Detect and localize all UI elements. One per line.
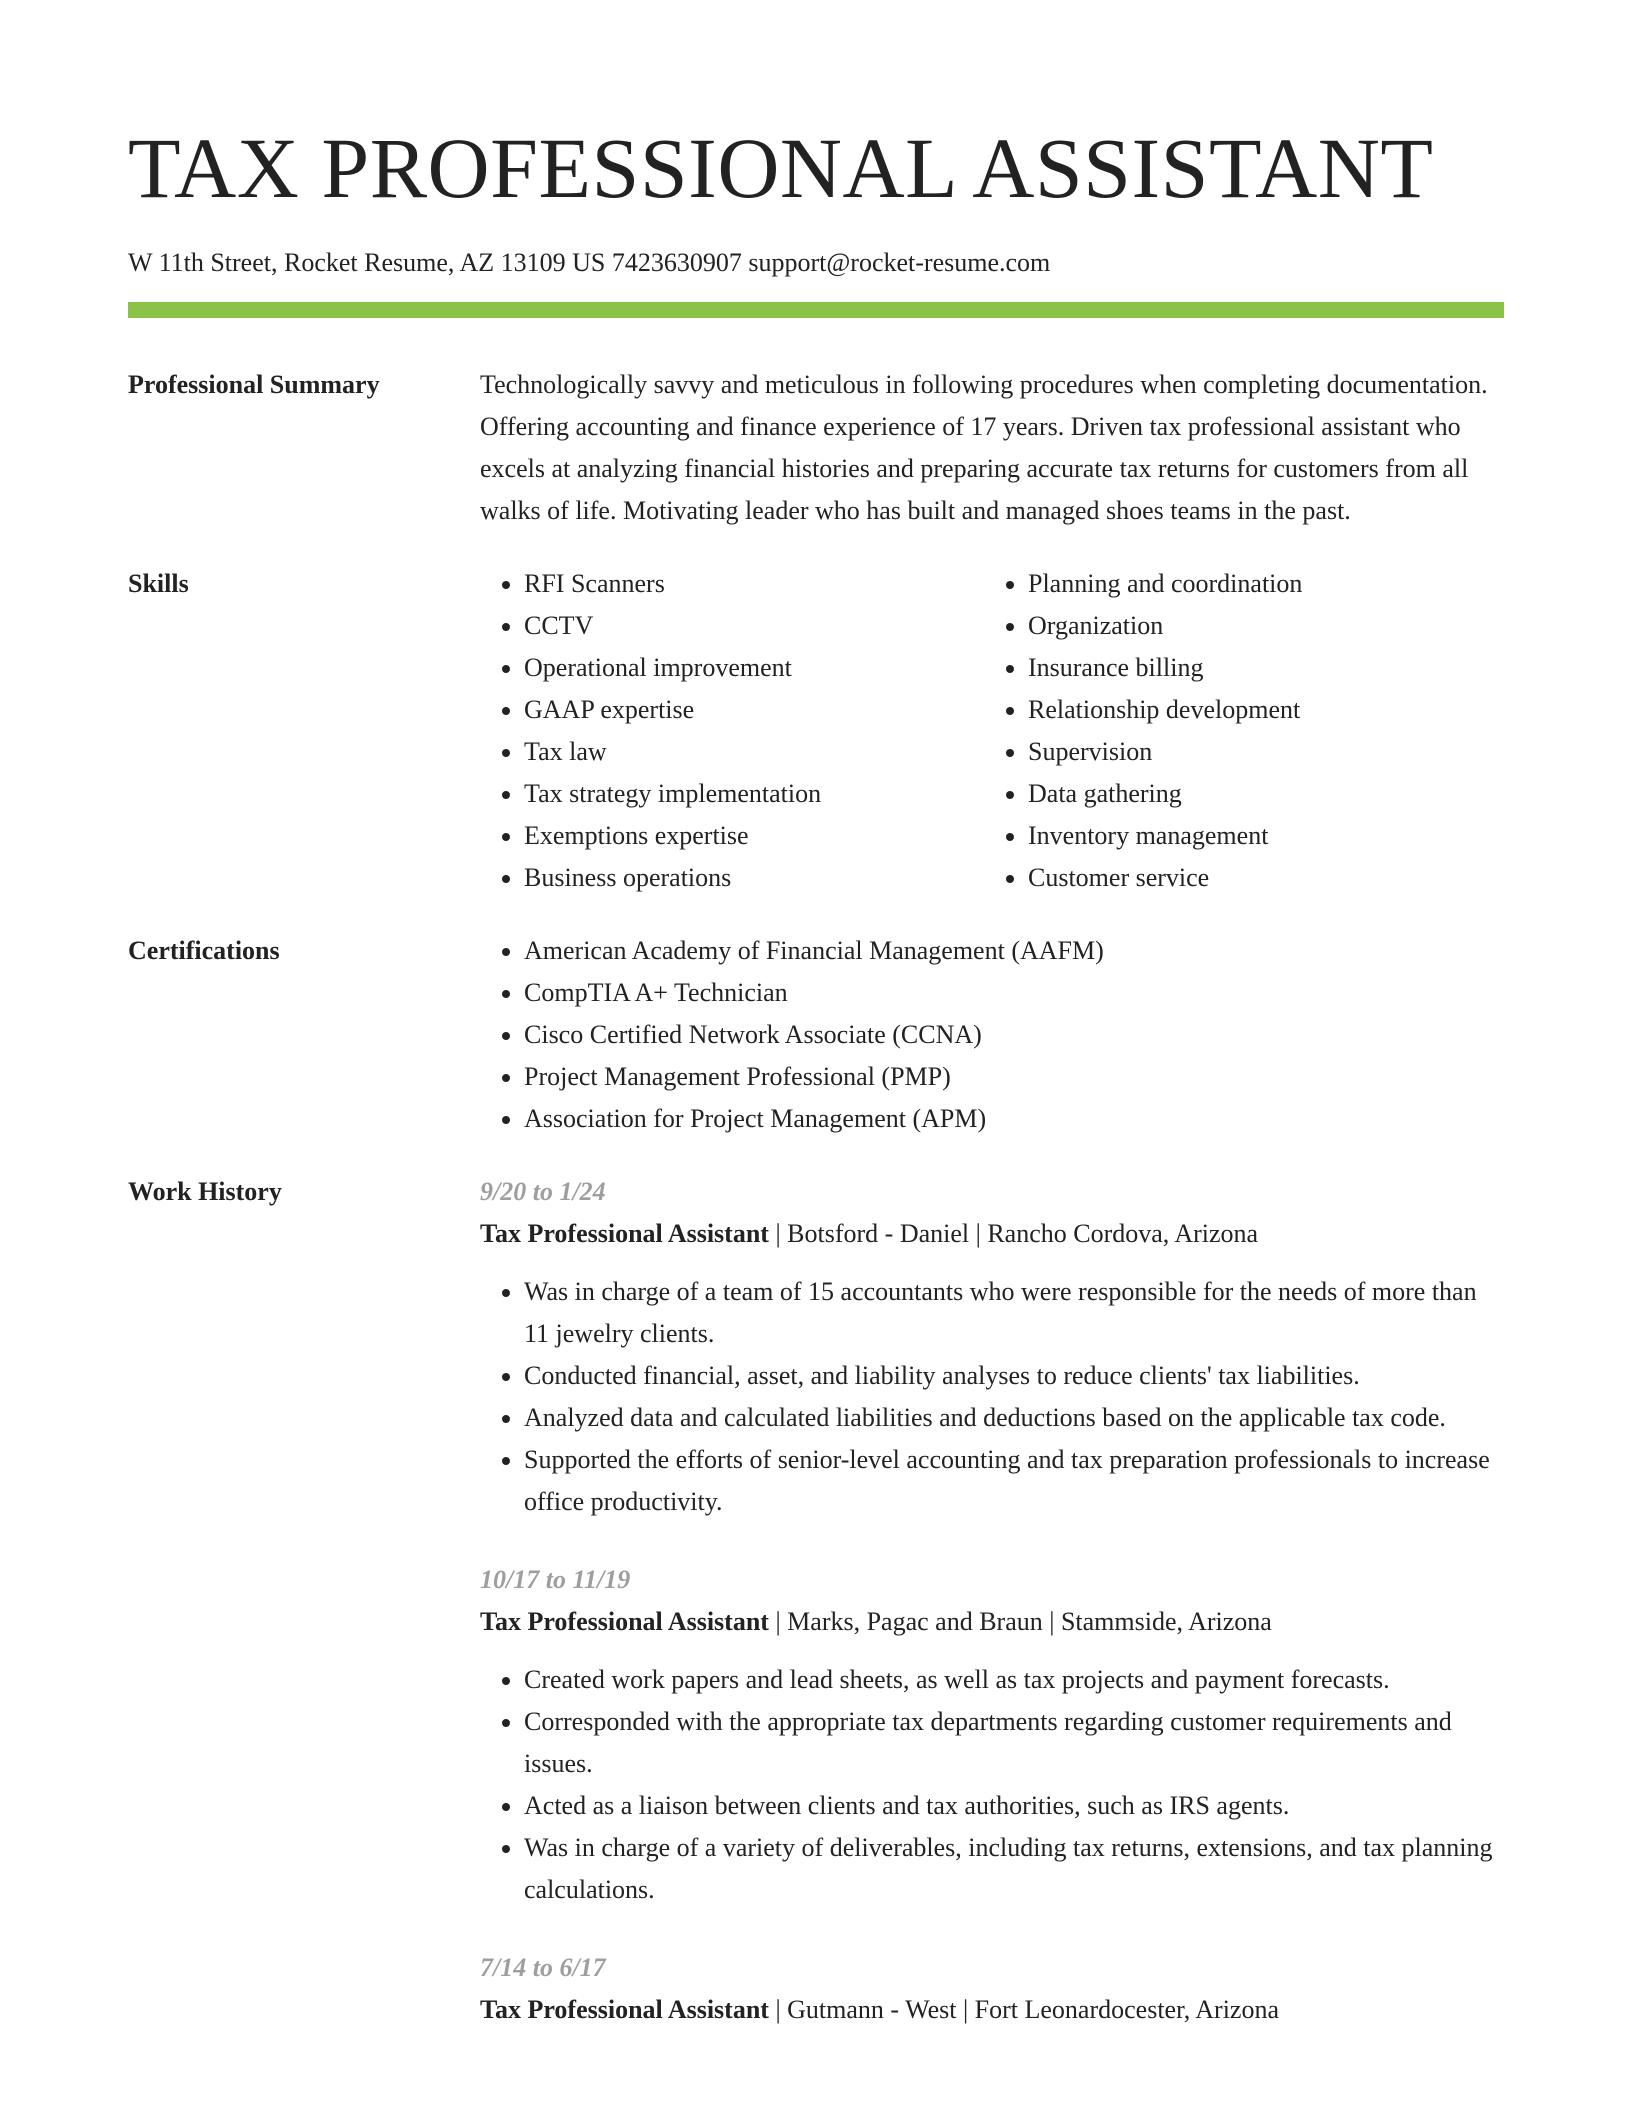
job-bullet: • Corresponded with the appropriate tax departments regarding customer requirements and issues. (524, 1701, 1504, 1785)
summary-text: Technologically savvy and meticulous in following procedures when completing documentation. Offering accounting and finance experience of 17 years. Driven tax professional assistant who excels at analyzing financial histories and preparing accurate tax returns for customers from all walks of life. Motivating leader who has built and managed shoes teams in the past. (480, 370, 1488, 525)
job-header (480, 1213, 1504, 1255)
job-entry (480, 1947, 1504, 2031)
skill-item: • Exemptions expertise (524, 815, 984, 857)
resume-title: TAX PROFESSIONAL ASSISTANT (128, 120, 1434, 216)
skill-item: • Relationship development (1028, 689, 1488, 731)
skill-item: • Organization (1028, 605, 1488, 647)
skill-item: • CCTV (524, 605, 984, 647)
job-details: | Gutmann - West | Fort Leonardocester, Arizona (768, 1995, 1279, 2024)
certification-item: • Cisco Certified Network Associate (CCNA) (524, 1014, 1504, 1056)
certifications-heading: Certifications (128, 936, 280, 965)
skills-grid (480, 563, 1504, 899)
skill-item: • Customer service (1028, 857, 1488, 899)
work-history-body (480, 1171, 1504, 2067)
skill-item: • Tax strategy implementation (524, 773, 984, 815)
skill-item: • Supervision (1028, 731, 1488, 773)
certification-item: • American Academy of Financial Management (AAFM) (524, 930, 1504, 972)
skill-item: • RFI Scanners (524, 563, 984, 605)
job-header (480, 1989, 1504, 2031)
job-entry (480, 1171, 1504, 1523)
skills-section (128, 563, 1504, 899)
skills-column-left (480, 563, 984, 899)
work-history-section (128, 1171, 1504, 2067)
job-dates: 7/14 to 6/17 (480, 1953, 606, 1982)
accent-divider (128, 302, 1504, 318)
job-header (480, 1601, 1504, 1643)
job-bullet: • Conducted financial, asset, and liability analyses to reduce clients' tax liabilities. (524, 1355, 1504, 1397)
skill-item: • Inventory management (1028, 815, 1488, 857)
summary-section (128, 364, 1504, 532)
skill-item: • Operational improvement (524, 647, 984, 689)
skills-heading: Skills (128, 569, 189, 598)
summary-body (480, 364, 1504, 532)
job-details: | Botsford - Daniel | Rancho Cordova, Arizona (768, 1219, 1259, 1248)
job-bullet: • Analyzed data and calculated liabilities and deductions based on the applicable tax code. (524, 1397, 1504, 1439)
job-title: Tax Professional Assistant (480, 1607, 769, 1636)
certification-item: • Project Management Professional (PMP) (524, 1056, 1504, 1098)
job-dates: 10/17 to 11/19 (480, 1565, 631, 1594)
job-bullet: • Was in charge of a variety of deliverables, including tax returns, extensions, and tax planning calculations. (524, 1827, 1504, 1911)
contact-info: W 11th Street, Rocket Resume, AZ 13109 US 7423630907 support@rocket-resume.com (128, 248, 1051, 277)
summary-heading: Professional Summary (128, 370, 380, 399)
job-entry (480, 1559, 1504, 1911)
job-bullets (480, 1271, 1504, 1523)
skills-column-right (984, 563, 1488, 899)
job-title: Tax Professional Assistant (480, 1219, 769, 1248)
job-dates: 9/20 to 1/24 (480, 1177, 606, 1206)
certification-item: • CompTIA A+ Technician (524, 972, 1504, 1014)
job-title: Tax Professional Assistant (480, 1995, 769, 2024)
certifications-body (480, 930, 1504, 1140)
job-details: | Marks, Pagac and Braun | Stammside, Arizona (768, 1607, 1272, 1636)
skill-item: • Business operations (524, 857, 984, 899)
skill-item: • Insurance billing (1028, 647, 1488, 689)
certifications-section (128, 930, 1504, 1140)
certification-item: • Association for Project Management (APM) (524, 1098, 1504, 1140)
skill-item: • Data gathering (1028, 773, 1488, 815)
job-bullet: • Supported the efforts of senior-level accounting and tax preparation professionals to increase office productivity. (524, 1439, 1504, 1523)
skill-item: • GAAP expertise (524, 689, 984, 731)
skill-item: • Planning and coordination (1028, 563, 1488, 605)
skill-item: • Tax law (524, 731, 984, 773)
job-bullets (480, 1659, 1504, 1911)
job-bullet: • Created work papers and lead sheets, as well as tax projects and payment forecasts. (524, 1659, 1504, 1701)
job-bullet: • Acted as a liaison between clients and tax authorities, such as IRS agents. (524, 1785, 1504, 1827)
job-bullet: • Was in charge of a team of 15 accountants who were responsible for the needs of more than 11 jewelry clients. (524, 1271, 1504, 1355)
work-history-heading: Work History (128, 1177, 282, 1206)
